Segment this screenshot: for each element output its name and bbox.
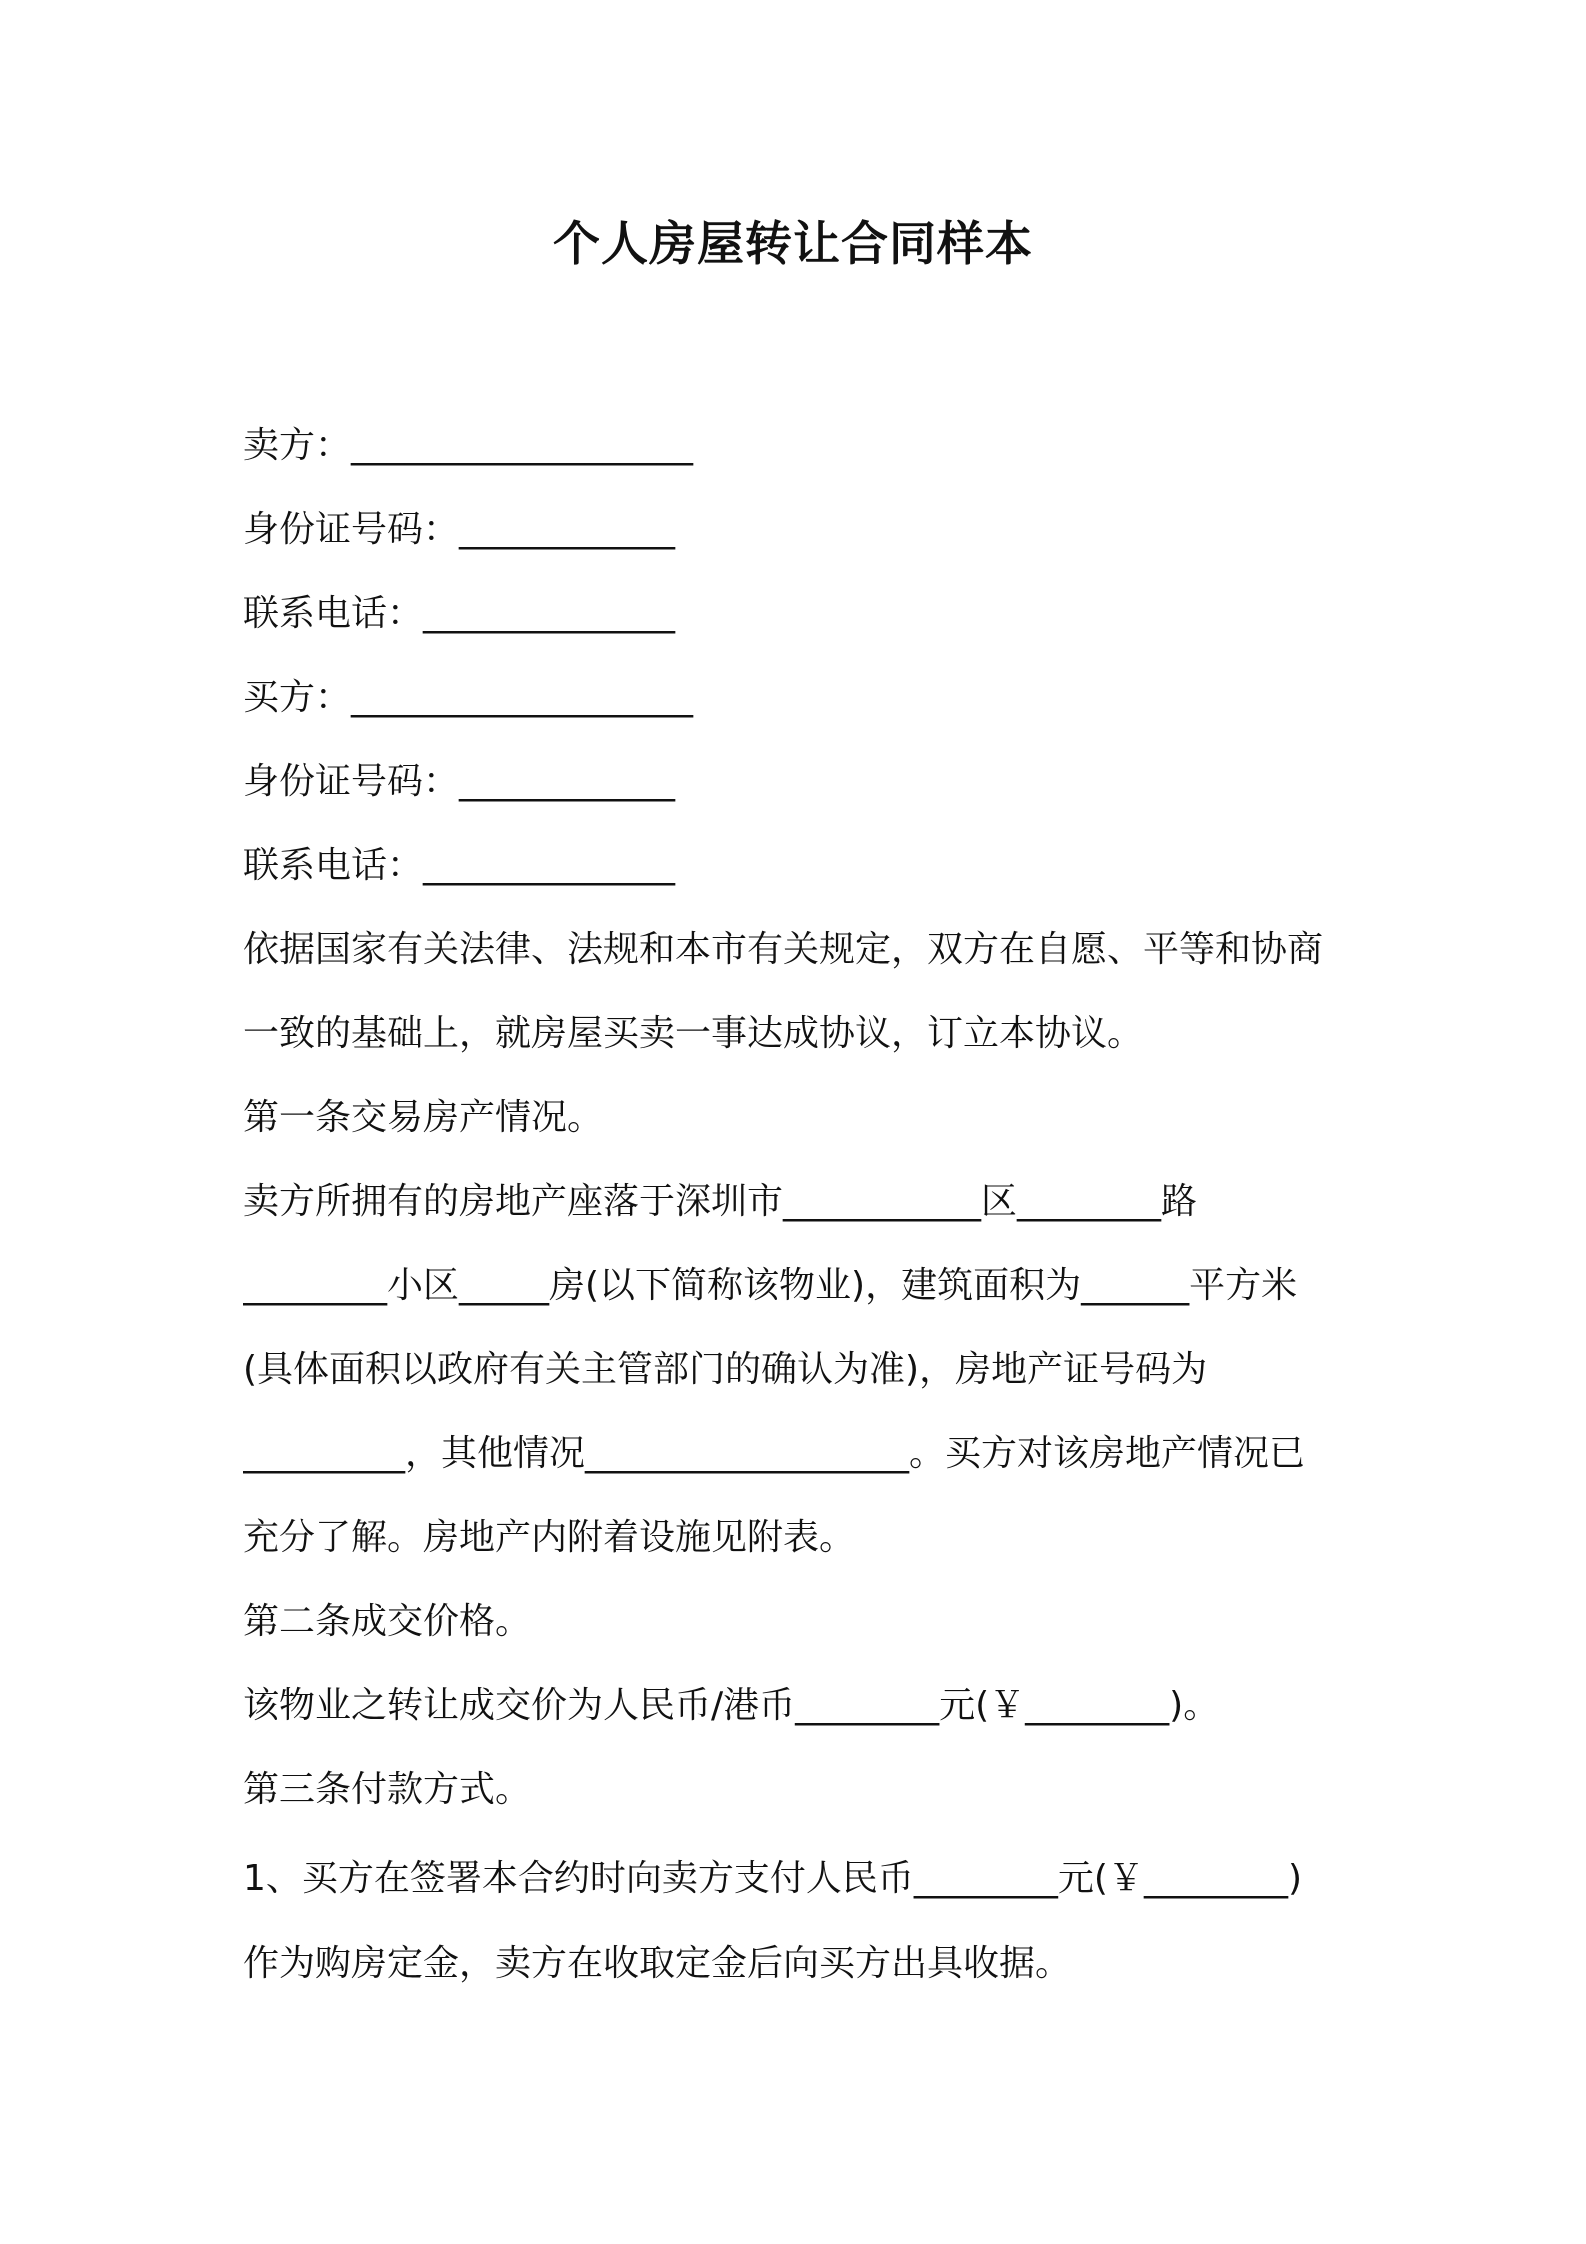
seller-name-line: 卖方：___________________: [243, 425, 694, 466]
article-1-line-2: ________小区_____房(以下简称该物业)，建筑面积为______平方米: [243, 1265, 1298, 1306]
article-1-line-3: (具体面积以政府有关主管部门的确认为准)，房地产证号码为: [243, 1349, 1208, 1390]
buyer-id-line: 身份证号码：____________: [243, 761, 676, 802]
article-1-line-4: _________，其他情况__________________。买方对该房地产情况已: [243, 1433, 1306, 1474]
payment-clause-1-line-2: 作为购房定金，卖方在收取定金后向买方出具收据。: [243, 1943, 1072, 1984]
seller-phone-line: 联系电话：______________: [243, 593, 676, 634]
payment-clause-1-line-1: 1、买方在签署本合约时向卖方支付人民币________元(￥________): [243, 1858, 1302, 1899]
article-1-line-5: 充分了解。房地产内附着设施见附表。: [243, 1517, 856, 1558]
article-1-heading: 第一条交易房产情况。: [243, 1097, 604, 1138]
article-2-heading: 第二条成交价格。: [243, 1601, 532, 1642]
preamble-line-2: 一致的基础上，就房屋买卖一事达成协议，订立本协议。: [243, 1013, 1144, 1054]
article-1-line-1: 卖方所拥有的房地产座落于深圳市___________区________路: [243, 1181, 1198, 1222]
article-3-heading: 第三条付款方式。: [243, 1769, 532, 1810]
seller-id-line: 身份证号码：____________: [243, 509, 676, 550]
preamble-line-1: 依据国家有关法律、法规和本市有关规定，双方在自愿、平等和协商: [243, 929, 1324, 970]
article-2-line-1: 该物业之转让成交价为人民币/港币________元(￥________)。: [243, 1685, 1220, 1726]
buyer-phone-line: 联系电话：______________: [243, 845, 676, 886]
buyer-name-line: 买方：___________________: [243, 677, 694, 718]
document-body: [243, 404, 1363, 2006]
document-title: 个人房屋转让合同样本: [553, 217, 1033, 272]
